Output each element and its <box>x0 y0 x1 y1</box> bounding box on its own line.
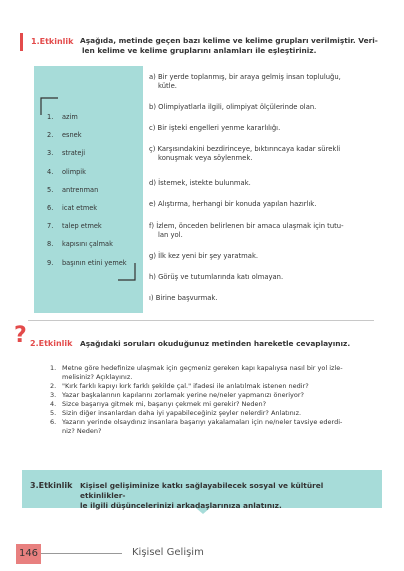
page-number-badge: 146 <box>16 544 41 564</box>
exercise-3-label: 3.Etkinlik <box>30 481 73 490</box>
definition-item: b) Olimpiyatlarla ilgili, olimpiyat ölçülerinde olan. <box>149 103 317 111</box>
exercise-3-instructions <box>80 481 370 511</box>
definition-item: d) İstemek, istekte bulunmak. <box>149 179 251 187</box>
word-item: 7. talep etmek <box>47 222 102 231</box>
section-title: Kişisel Gelişim <box>132 547 204 558</box>
definition-item: ç) Karşısındakini bezdirinceye, bıktırıncaya kadar sürekli konuşmak veya söylenmek. <box>149 145 341 162</box>
question-item: 5. Sizin diğer insanlardan daha iyi yapabileceğiniz şeyler nelerdir? Anlatınız. <box>50 409 302 417</box>
definition-item: f) İzlem, önceden belirlenen bir amaca ulaşmak için tutu- lan yol. <box>149 222 344 239</box>
word-item: 2. esnek <box>47 131 82 140</box>
word-item: 8. kapısını çalmak <box>47 240 113 249</box>
question-list <box>50 364 375 436</box>
word-item: 9. başının etini yemek <box>47 258 127 267</box>
word-item: 3. strateji <box>47 149 86 158</box>
word-item: 5. antrenman <box>47 185 99 194</box>
question-item: 2. "Kırk farklı kapıyı kırk farklı şekilde çal." ifadesi ile anlatılmak istenen nedir? <box>50 382 309 390</box>
definition-item: e) Alıştırma, herhangi bir konuda yapılan hazırlık. <box>149 200 317 208</box>
exercise-1-instructions <box>80 36 380 56</box>
definition-item: c) Bir işteki engelleri yenme kararlılığı. <box>149 124 281 132</box>
question-mark-icon: ? <box>14 323 27 348</box>
exercise-3-instruction-line: le ilgili düşüncelerinizi arkadaşlarınıza anlatınız. <box>80 501 282 510</box>
question-item: 6. Yazarın yerinde olsaydınız insanlara başarıyı yakalamaları için ne/neler tavsiye ederdi- niz? Neden? <box>50 418 343 435</box>
question-item: 1. Metne göre hedefinize ulaşmak için geçmeniz gereken kapı kapalıysa nasıl bir yol izle- melisiniz? Açıklayınız. <box>50 364 343 381</box>
word-item: 1. azim <box>47 113 78 121</box>
exercise-3-instruction-line: Kişisel gelişiminize katkı sağlayabilecek sosyal ve kültürel etkinlikler- <box>80 481 324 500</box>
definition-item: a) Bir yerde toplanmış, bir araya gelmiş insan topluluğu, kütle. <box>149 73 341 90</box>
footer-rule <box>40 553 122 554</box>
definition-item: h) Görüş ve tutumlarında katı olmayan. <box>149 273 284 281</box>
word-item: 6. icat etmek <box>47 203 98 212</box>
exercise-2-label: 2.Etkinlik <box>30 339 73 348</box>
question-item: 3. Yazar başkalarının kapılarını zorlamak yerine ne/neler yapmanızı öneriyor? <box>50 391 304 399</box>
section-divider <box>28 320 374 321</box>
exercise-1-instruction-line: len kelime ve kelime gruplarını anlamları ile eşleştiriniz. <box>82 46 317 55</box>
question-item: 4. Sizce başarıya gitmek mi, başarıyı çekmek mi gerekir? Neden? <box>50 400 267 408</box>
definition-item: g) İlk kez yeni bir şey yaratmak. <box>149 252 259 260</box>
exercise-1-instruction-line: Aşağıda, metinde geçen bazı kelime ve kelime grupları verilmiştir. Veri- <box>80 36 378 45</box>
word-list <box>47 113 127 277</box>
word-item: 4. olimpik <box>47 167 86 176</box>
exercise-1-label: 1.Etkinlik <box>31 37 74 46</box>
definition-item: ı) Birine başvurmak. <box>149 294 218 302</box>
exercise-1-marker <box>20 33 23 51</box>
exercise-2-title: Aşağıdaki soruları okuduğunuz metinden hareketle cevaplayınız. <box>80 339 351 348</box>
